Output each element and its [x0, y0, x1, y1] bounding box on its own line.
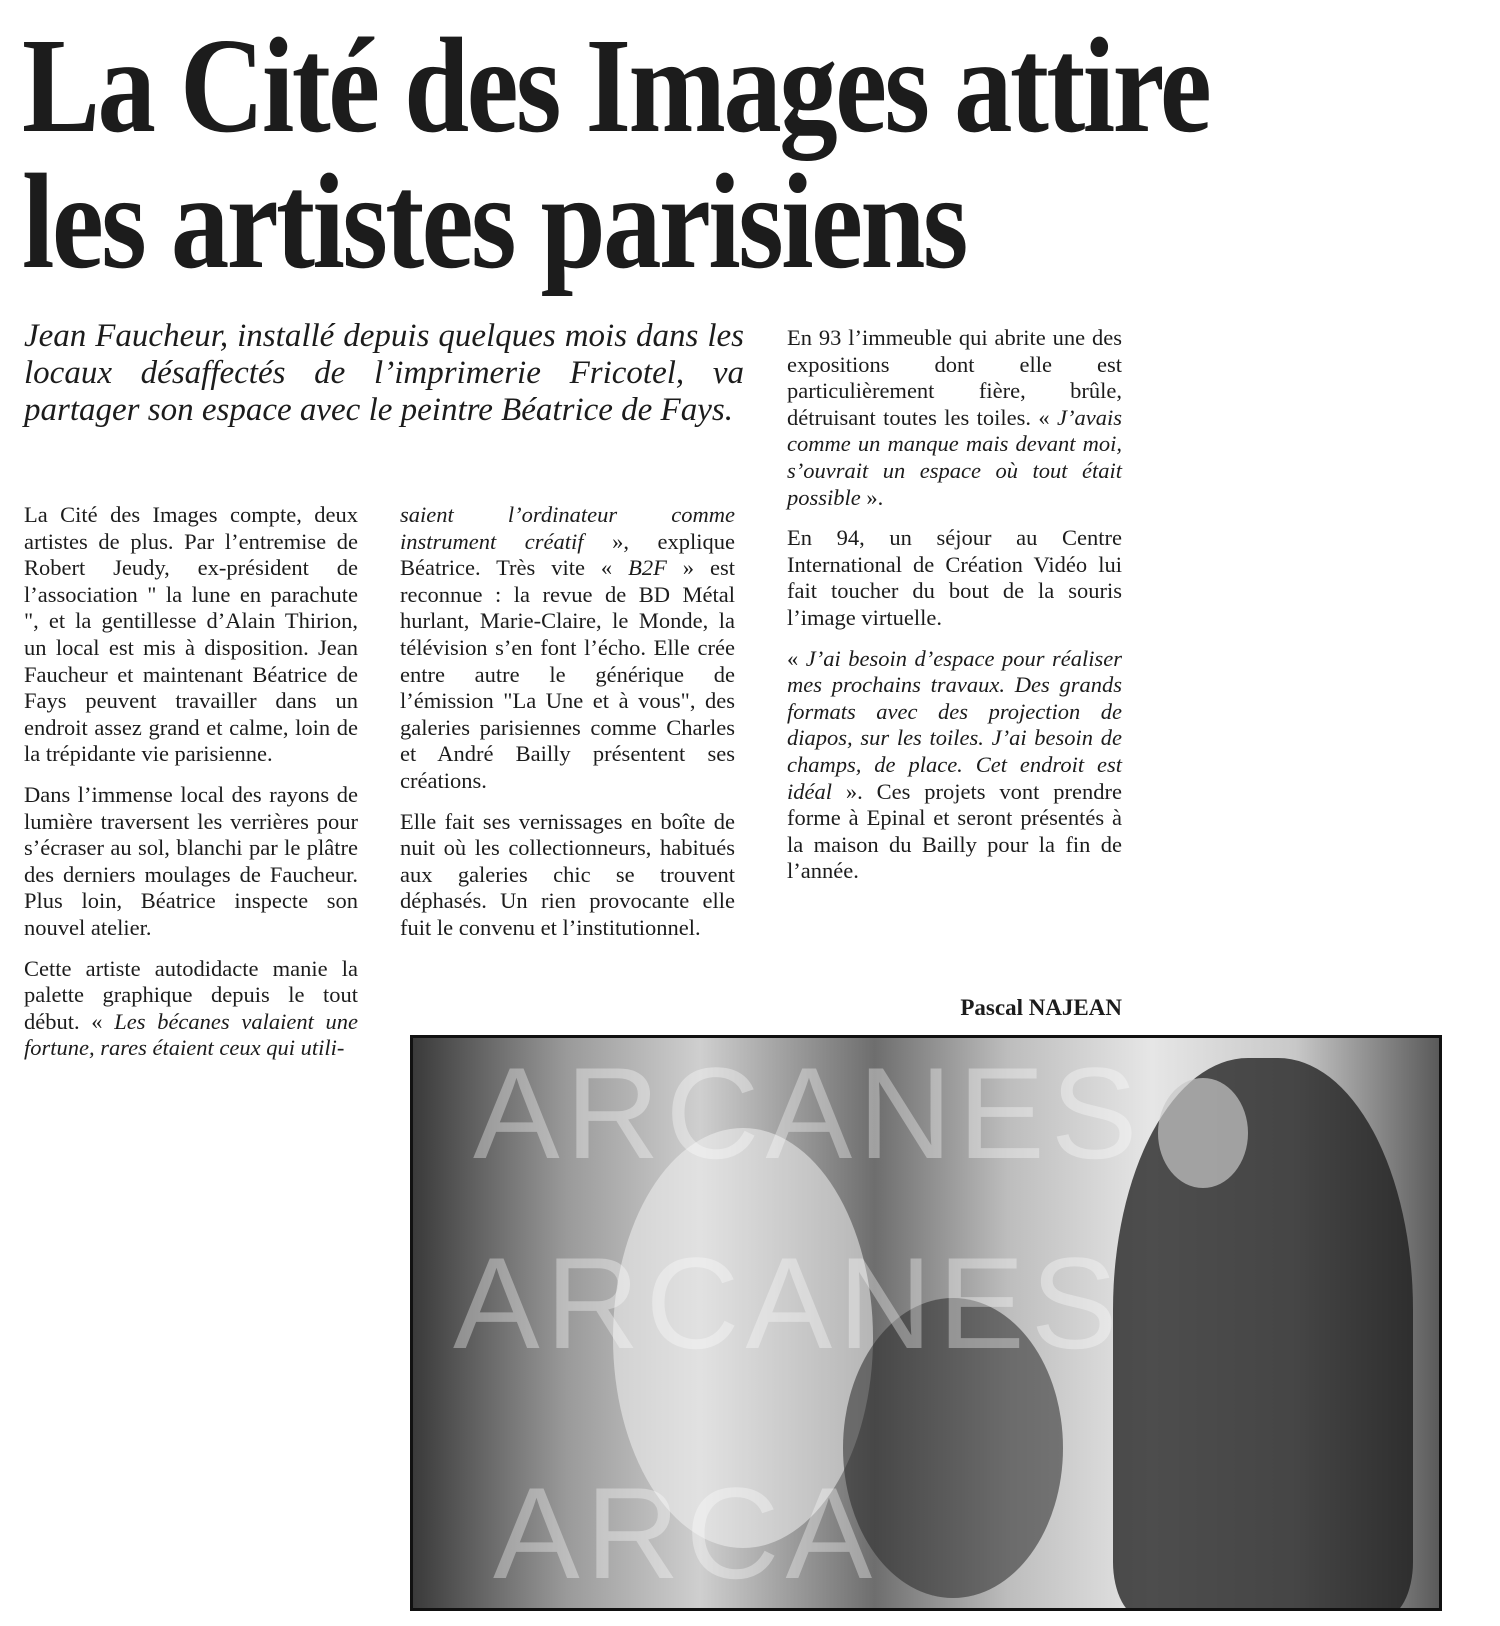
- paragraph: [787, 646, 1122, 885]
- paragraph: [24, 956, 358, 1062]
- article-column-1: [24, 502, 358, 1076]
- text-run: ». Ces projets vont prendre forme à Epinal et seront présentés à la maison du Bailly pour la fin de l’année.: [787, 778, 1122, 884]
- text-run: Cette artiste autodidacte manie la palette graphique depuis le tout début. «: [24, 955, 358, 1034]
- photo-face-right: [1158, 1078, 1248, 1188]
- article-lead: Jean Faucheur, installé depuis quelques mois dans les locaux désaffectés de l’imprimerie Fricotel, va partager son espace avec le peintre Béatrice de Fays.: [24, 318, 744, 428]
- paragraph: Elle fait ses vernissages en boîte de nuit où les collectionneurs, habitués aux galeries chic se trouvent déphasés. Un rien provocante elle fuit le convenu et l’institutionnel.: [400, 808, 735, 940]
- text-run: » est reconnue : la revue de BD Métal hurlant, Marie-Claire, le Monde, la télévision s’en font l’écho. Elle crée entre autre le générique de l’émission "La Une et à vous", des galeries parisiennes comme Charles et André Bailly présentent ses créations.: [400, 555, 735, 793]
- text-run: En 93 l’immeuble qui abrite une des expositions dont elle est particulièrement fière, brûle, détruisant toutes les toiles. «: [787, 325, 1122, 430]
- name-italic: B2F: [628, 555, 667, 581]
- headline-line-2: les artistes parisiens: [22, 147, 966, 297]
- article-column-3: [787, 325, 1122, 899]
- watermark: ARCANES: [473, 1040, 1144, 1186]
- headline-line-1: La Cité des Images attire: [22, 11, 1210, 161]
- article-column-2: [400, 502, 735, 956]
- watermark: ARCA: [493, 1460, 879, 1606]
- text-run: «: [787, 645, 806, 671]
- paragraph: [787, 325, 1122, 511]
- quote-italic: Les bécanes valaient une fortune, rares étaient ceux qui utili-: [24, 1008, 358, 1061]
- headline: [22, 11, 1278, 297]
- paragraph: [400, 502, 735, 795]
- quote-italic: saient l’ordinateur comme instrument créatif: [400, 502, 735, 554]
- paragraph: La Cité des Images compte, deux artistes de plus. Par l’entremise de Robert Jeudy, ex-président de l’association " la lune en parachute ", et la gentillesse d’Alain Thirion, un local est mis à disposition. Jean Faucheur et maintenant Béatrice de Fays peuvent travailler dans un endroit assez grand et calme, loin de la trépidante vie parisienne.: [24, 502, 358, 767]
- text-run: ».: [860, 484, 884, 510]
- article-photo: [410, 1035, 1442, 1611]
- paragraph: En 94, un séjour au Centre International de Création Vidéo lui fait toucher du bout de la souris l’image virtuelle.: [787, 525, 1122, 630]
- quote-italic: J’avais comme un manque mais devant moi, s’ouvrait un espace où tout était possible: [787, 404, 1122, 510]
- byline: Pascal NAJEAN: [960, 995, 1122, 1020]
- quote-italic: J’ai besoin d’espace pour réaliser mes prochains travaux. Des grands formats avec des projection de diapos, sur les toiles. J’ai besoin de champs, de place. Cet endroit est idéal: [787, 645, 1122, 804]
- text-run: », explique Béatrice. Très vite «: [400, 528, 736, 581]
- paragraph: Dans l’immense local des rayons de lumière traversent les verrières pour s’écraser au sol, blanchi par le plâtre des derniers moulages de Faucheur. Plus loin, Béatrice inspecte son nouvel atelier.: [24, 781, 358, 940]
- watermark: ARCANES: [453, 1230, 1124, 1376]
